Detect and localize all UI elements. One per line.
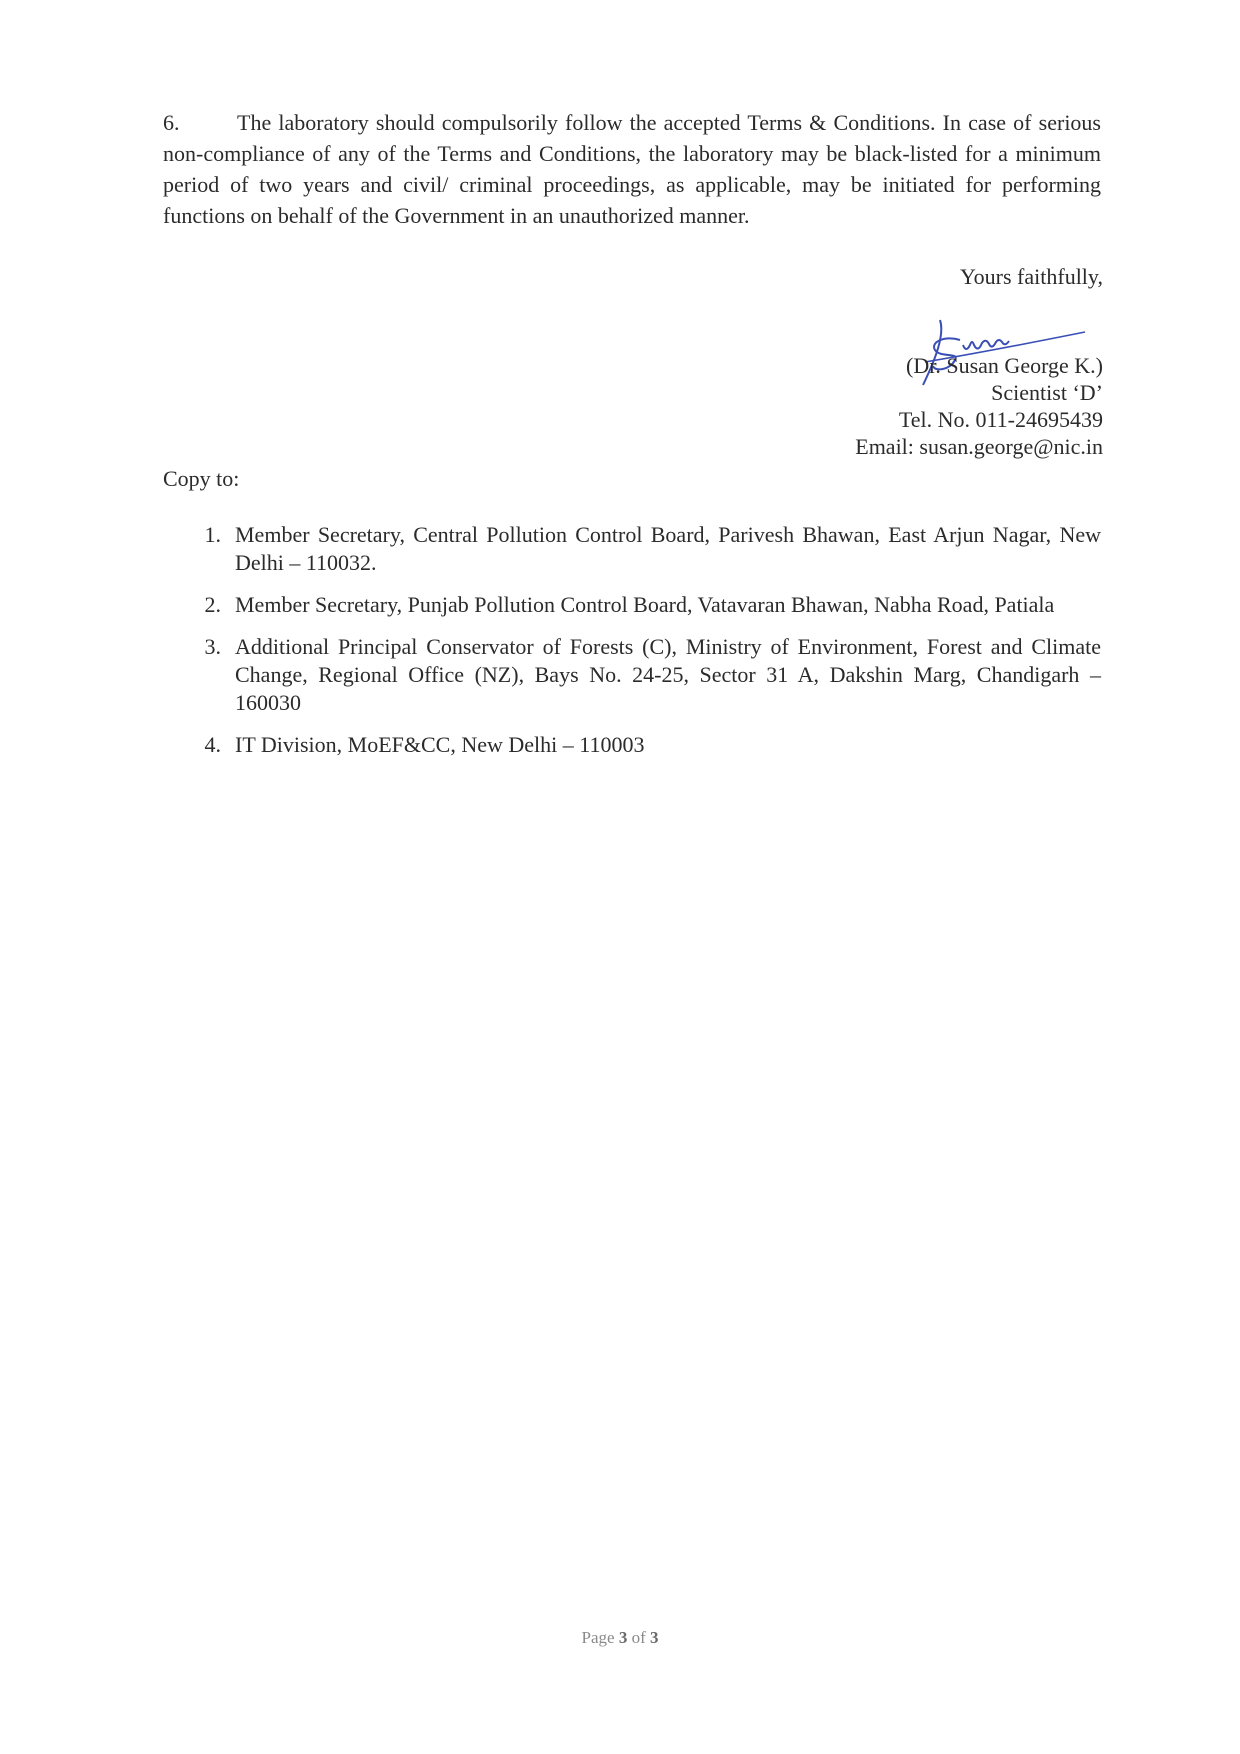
page-of-label: of bbox=[631, 1628, 646, 1647]
copy-to-heading: Copy to: bbox=[163, 466, 240, 491]
paragraph-number: 6. bbox=[163, 110, 180, 135]
total-pages: 3 bbox=[649, 1628, 659, 1647]
signatory-telephone: Tel. No. 011-24695439 bbox=[898, 407, 1103, 432]
list-item bbox=[163, 633, 1101, 717]
page-label: Page bbox=[581, 1628, 615, 1647]
list-item bbox=[163, 731, 1101, 759]
list-item-number: 4. bbox=[204, 732, 221, 757]
list-item-text: IT Division, MoEF&CC, New Delhi – 110003 bbox=[235, 732, 645, 757]
copy-to-list bbox=[163, 521, 1101, 773]
signatory-designation: Scientist ‘D’ bbox=[991, 380, 1103, 405]
signatory-email: Email: susan.george@nic.in bbox=[855, 434, 1103, 459]
closing-salutation: Yours faithfully, bbox=[959, 264, 1103, 289]
list-item-text: Member Secretary, Punjab Pollution Control Board, Vatavaran Bhawan, Nabha Road, Patiala bbox=[235, 592, 1055, 617]
list-item-text: Additional Principal Conservator of Forests (C), Ministry of Environment, Forest and Climate Change, Regional Office (NZ), Bays No. 24-25, Sector 31 A, Dakshin Marg, Chandigarh – 160030 bbox=[235, 634, 1101, 715]
signature-block bbox=[855, 352, 1103, 460]
list-item bbox=[163, 591, 1101, 619]
current-page: 3 bbox=[618, 1628, 628, 1647]
list-item-number: 3. bbox=[204, 634, 221, 659]
list-item-text: Member Secretary, Central Pollution Control Board, Parivesh Bhawan, East Arjun Nagar, New Delhi – 110032. bbox=[235, 522, 1101, 575]
paragraph-6 bbox=[163, 107, 1101, 231]
page-number-footer bbox=[0, 1628, 1240, 1648]
list-item-number: 1. bbox=[204, 522, 221, 547]
list-item-number: 2. bbox=[204, 592, 221, 617]
signatory-name: (Dr. Susan George K.) bbox=[906, 353, 1103, 378]
list-item bbox=[163, 521, 1101, 577]
paragraph-text: The laboratory should compulsorily follow the accepted Terms & Conditions. In case of serious non-compliance of any of the Terms and Conditions, the laboratory may be black-listed for a minimum period of two years and civil/ criminal proceedings, as applicable, may be initiated for performing functions on behalf of the Government in an unauthorized manner. bbox=[163, 110, 1101, 228]
